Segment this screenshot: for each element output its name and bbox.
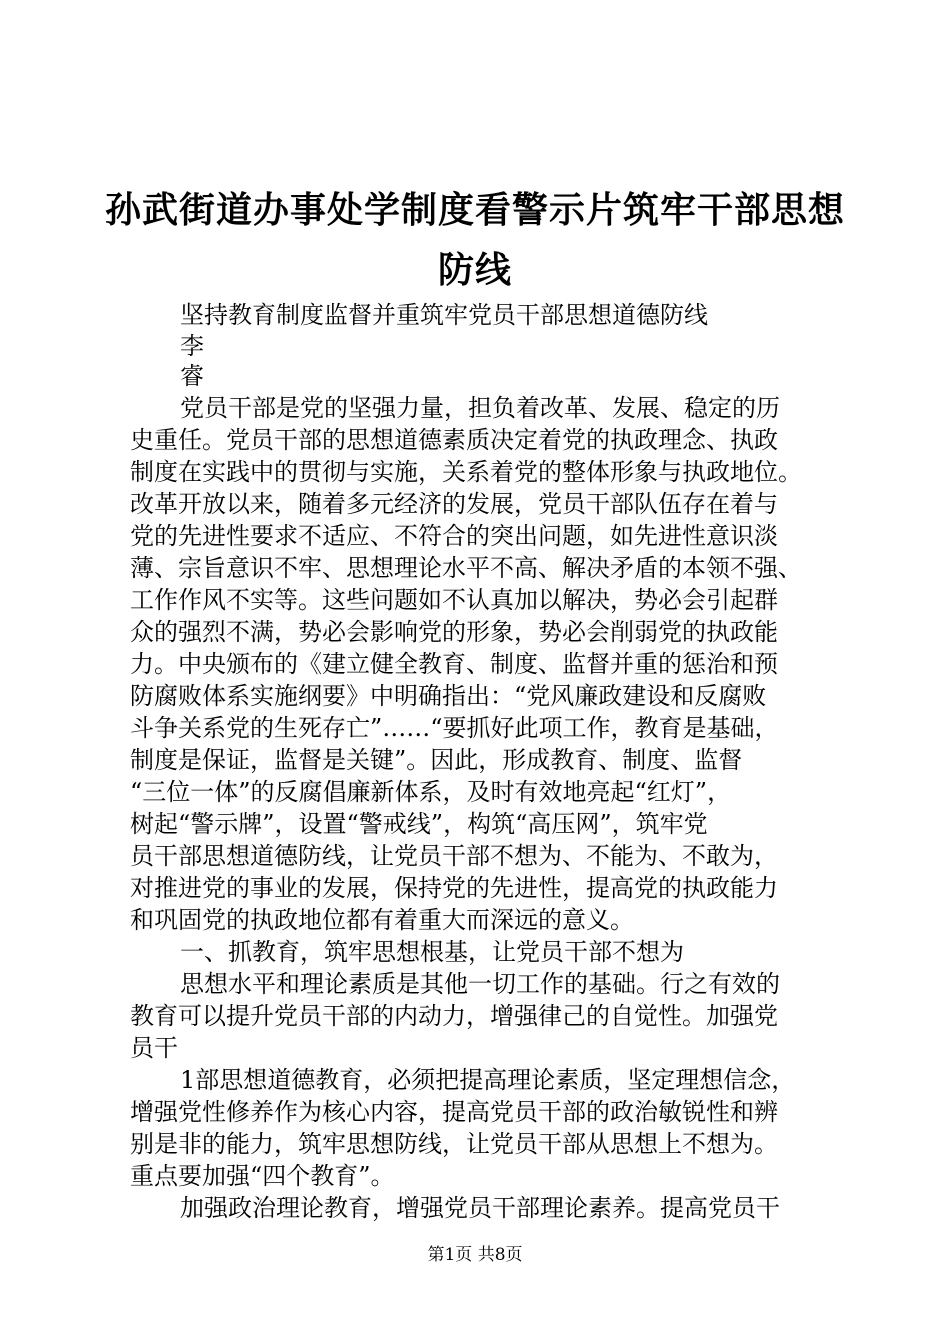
body-line: “三位一体”的反腐倡廉新体系，及时有效地亮起“红灯”， bbox=[130, 778, 732, 806]
body-line: 斗争关系党的生死存亡”……“要抓好此项工作，教育是基础， bbox=[130, 714, 779, 742]
body-line: 思想水平和理论素质是其他一切工作的基础。行之有效的 bbox=[180, 970, 780, 998]
body-line: 1部思想道德教育，必须把提高理论素质，坚定理想信念， bbox=[180, 1066, 796, 1094]
document-title-line-2: 防线 bbox=[437, 249, 512, 291]
section-heading: 一、抓教育，筑牢思想根基，让党员干部不想为 bbox=[180, 938, 684, 966]
document-title-line-1: 孙武街道办事处学制度看警示片筑牢干部思想 bbox=[104, 189, 845, 231]
body-line: 改革开放以来，随着多元经济的发展，党员干部队伍存在着与 bbox=[130, 490, 778, 518]
body-line: 教育可以提升党员干部的内动力，增强律己的自觉性。加强党 bbox=[130, 1002, 778, 1030]
body-line: 重点要加强“四个教育”。 bbox=[130, 1162, 395, 1190]
body-line: 员干 bbox=[130, 1034, 178, 1062]
body-line: 工作作风不实等。这些问题如不认真加以解决，势必会引起群 bbox=[130, 586, 778, 614]
body-line: 制度是保证，监督是关键”。因此，形成教育、制度、监督 bbox=[130, 746, 743, 774]
body-line: 党员干部是党的坚强力量，担负着改革、发展、稳定的历 bbox=[180, 394, 780, 422]
document-subtitle: 坚持教育制度监督并重筑牢党员干部思想道德防线 bbox=[180, 301, 708, 329]
body-line: 党的先进性要求不适应、不符合的突出问题，如先进性意识淡 bbox=[130, 522, 778, 550]
body-line: 薄、宗旨意识不牢、思想理论水平不高、解决矛盾的本领不强、 bbox=[130, 554, 802, 582]
body-line: 和巩固党的执政地位都有着重大而深远的意义。 bbox=[130, 906, 634, 934]
author-name-line-1: 李 bbox=[180, 332, 204, 360]
body-line: 制度在实践中的贯彻与实施，关系着党的整体形象与执政地位。 bbox=[130, 458, 802, 486]
author-name-line-2: 睿 bbox=[180, 362, 204, 390]
body-line: 史重任。党员干部的思想道德素质决定着党的执政理念、执政 bbox=[130, 426, 778, 454]
body-line: 加强政治理论教育，增强党员干部理论素养。提高党员干 bbox=[180, 1194, 780, 1222]
body-line: 树起“警示牌”，设置“警戒线”，构筑“高压网”，筑牢党 bbox=[130, 810, 708, 838]
body-line: 增强党性修养作为核心内容，提高党员干部的政治敏锐性和辨 bbox=[130, 1098, 778, 1126]
body-line: 力。中央颁布的《建立健全教育、制度、监督并重的惩治和预 bbox=[130, 650, 778, 678]
body-line: 对推进党的事业的发展，保持党的先进性，提高党的执政能力 bbox=[130, 874, 778, 902]
body-line: 众的强烈不满，势必会影响党的形象，势必会削弱党的执政能 bbox=[130, 618, 778, 646]
body-line: 别是非的能力，筑牢思想防线，让党员干部从思想上不想为。 bbox=[130, 1130, 778, 1158]
body-line: 防腐败体系实施纲要》中明确指出：“党风廉政建设和反腐败 bbox=[130, 682, 767, 710]
body-line: 员干部思想道德防线，让党员干部不想为、不能为、不敢为， bbox=[130, 842, 778, 870]
page-footer: 第1页 共8页 bbox=[427, 1245, 523, 1265]
